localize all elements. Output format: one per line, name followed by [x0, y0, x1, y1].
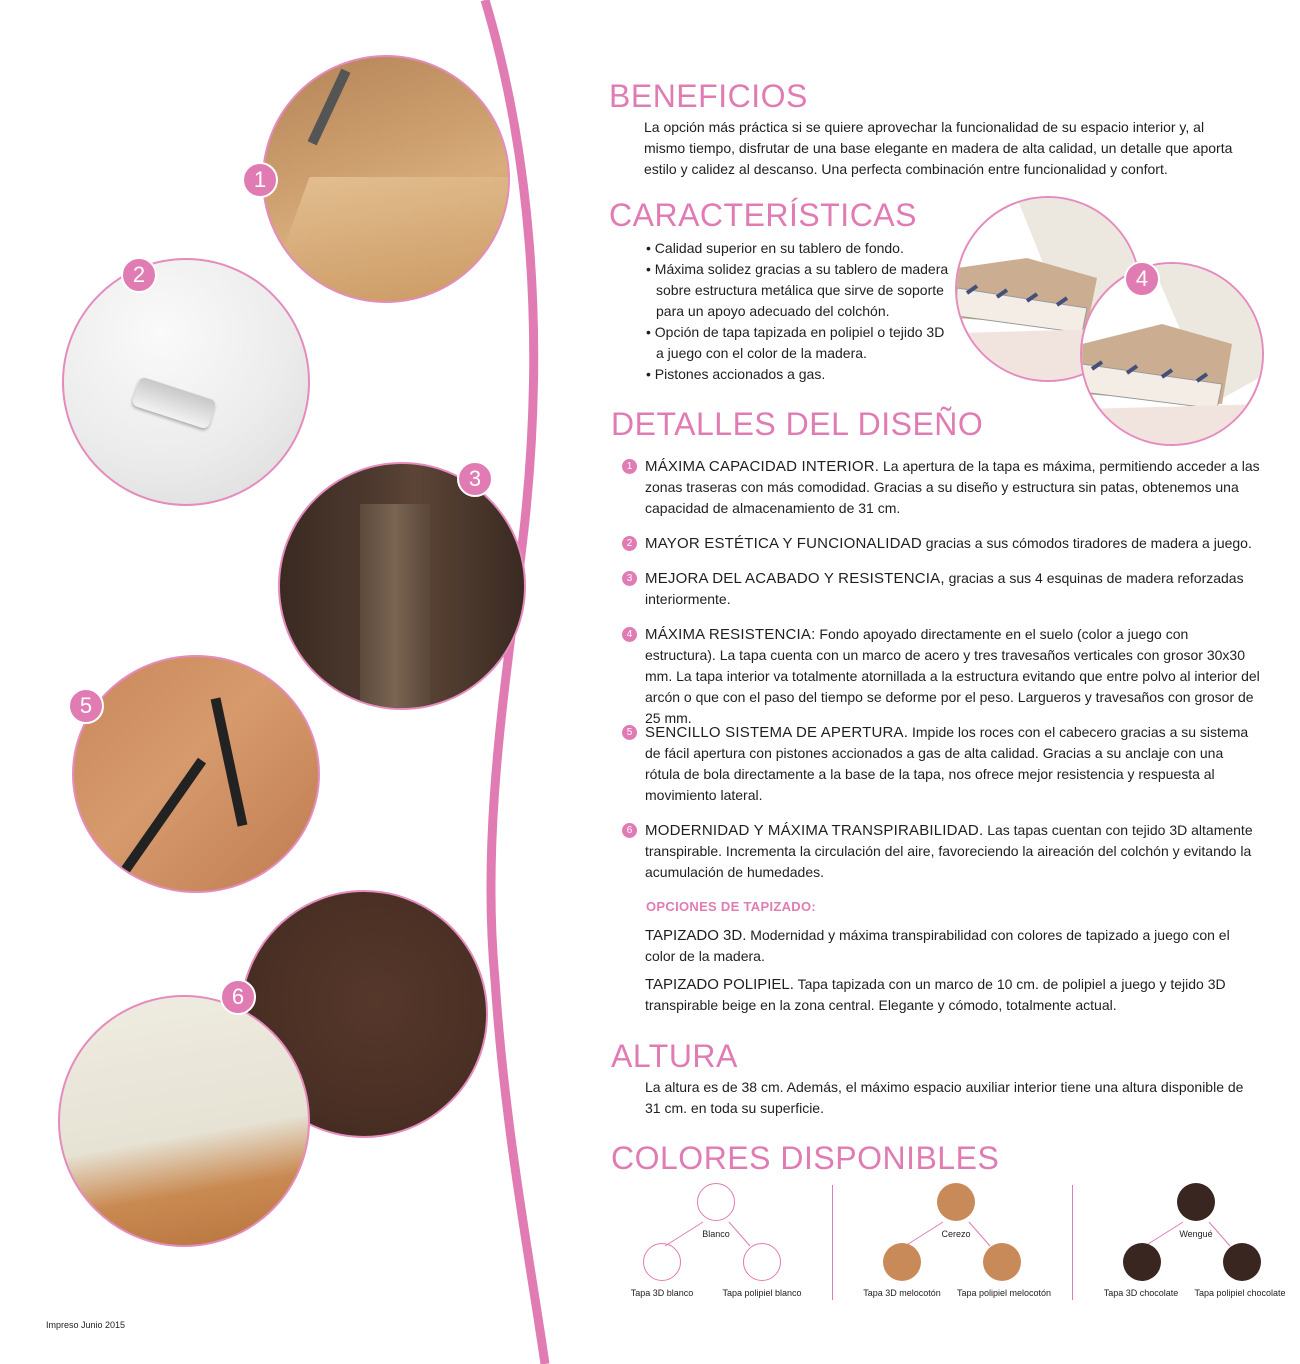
swatch-tapa-3d-chocolate: [1123, 1243, 1161, 1281]
caracteristica-item: • Calidad superior en su tablero de fondo.: [642, 238, 952, 259]
opcion-text: Modernidad y máxima transpirabilidad con colores de tapizado a juego con el color de la madera.: [645, 927, 1230, 964]
detail-item-4: [622, 624, 1262, 729]
detail-number: 5: [622, 725, 637, 740]
opcion-lead: TAPIZADO POLIPIEL.: [645, 976, 794, 993]
opciones-heading: OPCIONES DE TAPIZADO:: [646, 899, 817, 914]
swatch-tapa-polipiel-chocolate: [1223, 1243, 1261, 1281]
detail-lead: MODERNIDAD Y MÁXIMA TRANSPIRABILIDAD.: [645, 822, 984, 839]
photo-handle: [62, 258, 310, 506]
swatch-label: Tapa polipiel melocotón: [956, 1288, 1052, 1298]
swatch-wengue: [1177, 1183, 1215, 1221]
caracteristica-item: • Opción de tapa tapizada en polipiel o tejido 3D a juego con el color de la madera.: [642, 322, 952, 364]
photo-badge-1: 1: [242, 162, 278, 198]
detail-item-2: [622, 533, 1262, 554]
detail-item-6: [622, 820, 1262, 883]
swatch-cerezo: [937, 1183, 975, 1221]
detail-item-1: [622, 456, 1262, 519]
beneficios-text: La opción más práctica si se quiere aprovechar la funcionalidad de su espacio interior y, al mismo tiempo, disfrutar de una base elegante en madera de alta calidad, un detalle que aporta estilo y calidez al descanso. Una perfecta combinación entre funcionalidad y confort.: [644, 119, 1233, 177]
diagram-base-detail: [1080, 262, 1264, 446]
photo-badge-3: 3: [457, 461, 493, 497]
opcion-lead: TAPIZADO 3D.: [645, 927, 747, 944]
swatch-label: Tapa 3D chocolate: [1103, 1288, 1179, 1298]
beneficios-heading: BENEFICIOS: [609, 78, 808, 114]
detail-item-3: [622, 568, 1262, 610]
photo-fabric-light: [58, 995, 310, 1247]
caracteristicas-heading: CARACTERÍSTICAS: [609, 197, 917, 233]
colores-heading: COLORES DISPONIBLES: [611, 1140, 1000, 1176]
altura-heading: ALTURA: [611, 1038, 738, 1074]
detail-text: Fondo apoyado directamente en el suelo (color a juego con estructura). La tapa cuenta con un marco de acero y tres travesaños verticales con grosor 30x30 mm. La tapa interior va totalmente atornillada a la estructura evitando que entre polvo al interior del arcón o que con el paso del tiempo se deforme por el peso. Largueros y travesaños con grosor de 25 mm.: [645, 626, 1260, 726]
detail-lead: MÁXIMA RESISTENCIA:: [645, 626, 816, 643]
detail-lead: MÁXIMA CAPACIDAD INTERIOR.: [645, 458, 880, 475]
opcion-polipiel: [645, 974, 1245, 1016]
detalles-heading: DETALLES DEL DISEÑO: [611, 406, 984, 442]
opcion-text: Tapa tapizada con un marco de 10 cm. de polipiel a juego y tejido 3D transpirable beige en la zona central. Elegante y cómodo, totalmente actual.: [645, 976, 1226, 1013]
caracteristicas-list: [642, 238, 952, 385]
swatch-tapa-3d-blanco: [643, 1243, 681, 1281]
photo-badge-5: 5: [68, 688, 104, 724]
caracteristica-item: • Máxima solidez gracias a su tablero de madera sobre estructura metálica que sirve de soporte para un apoyo adecuado del colchón.: [642, 259, 952, 322]
swatch-blanco: [697, 1183, 735, 1221]
photo-interior-storage: [262, 55, 510, 303]
opcion-3d: [645, 925, 1245, 967]
detail-lead: MEJORA DEL ACABADO Y RESISTENCIA,: [645, 570, 945, 587]
photo-badge-6: 6: [220, 979, 256, 1015]
swatch-label: Blanco: [702, 1229, 730, 1239]
swatch-tapa-polipiel-blanco: [743, 1243, 781, 1281]
detail-item-5: [622, 722, 1262, 806]
photo-gas-piston: [72, 655, 320, 893]
detail-lead: MAYOR ESTÉTICA Y FUNCIONALIDAD: [645, 535, 922, 552]
detail-text: gracias a sus 4 esquinas de madera reforzadas interiormente.: [645, 570, 1244, 607]
detail-number: 1: [622, 459, 637, 474]
detail-text: gracias a sus cómodos tiradores de madera a juego.: [921, 535, 1252, 551]
print-date: Impreso Junio 2015: [46, 1320, 126, 1330]
detail-number: 2: [622, 536, 637, 551]
detail-text: Las tapas cuentan con tejido 3D altamente transpirable. Incrementa la circulación del aire, favoreciendo la aireación del colchón y evitando la acumulación de humedades.: [645, 822, 1253, 880]
color-separator: [1072, 1185, 1073, 1300]
detail-lead: SENCILLO SISTEMA DE APERTURA.: [645, 724, 909, 741]
detail-text: La apertura de la tapa es máxima, permitiendo acceder a las zonas traseras con más comodidad. Gracias a su diseño y estructura sin patas, obtenemos una capacidad de almacenamiento de 31 cm.: [645, 458, 1260, 516]
swatch-label: Tapa 3D melocotón: [863, 1288, 941, 1298]
swatch-label: Wengué: [1179, 1229, 1213, 1239]
detail-number: 6: [622, 823, 637, 838]
color-separator: [832, 1185, 833, 1300]
swatch-tapa-3d-melocoton: [883, 1243, 921, 1281]
altura-text: La altura es de 38 cm. Además, el máximo espacio auxiliar interior tiene una altura disponible de 31 cm. en toda su superficie.: [645, 1079, 1244, 1116]
caracteristica-item: • Pistones accionados a gas.: [642, 364, 952, 385]
swatch-label: Tapa polipiel blanco: [722, 1288, 802, 1298]
photo-badge-2: 2: [121, 257, 157, 293]
detail-number: 4: [622, 627, 637, 642]
swatch-label: Tapa polipiel chocolate: [1194, 1288, 1286, 1298]
swatch-label: Cerezo: [941, 1229, 971, 1239]
swatch-tapa-polipiel-melocoton: [983, 1243, 1021, 1281]
detail-number: 3: [622, 571, 637, 586]
detail-text: Impide los roces con el cabecero gracias a su sistema de fácil apertura con pistones accionados a gas de alta calidad. Gracias a su anclaje con una rótula de bola directamente a la base de la tapa, nos ofrece mejor resistencia y respuesta al movimiento lateral.: [645, 724, 1249, 803]
photo-corner: [278, 462, 526, 710]
swatch-label: Tapa 3D blanco: [630, 1288, 694, 1298]
diagram-badge-4: 4: [1124, 261, 1160, 297]
